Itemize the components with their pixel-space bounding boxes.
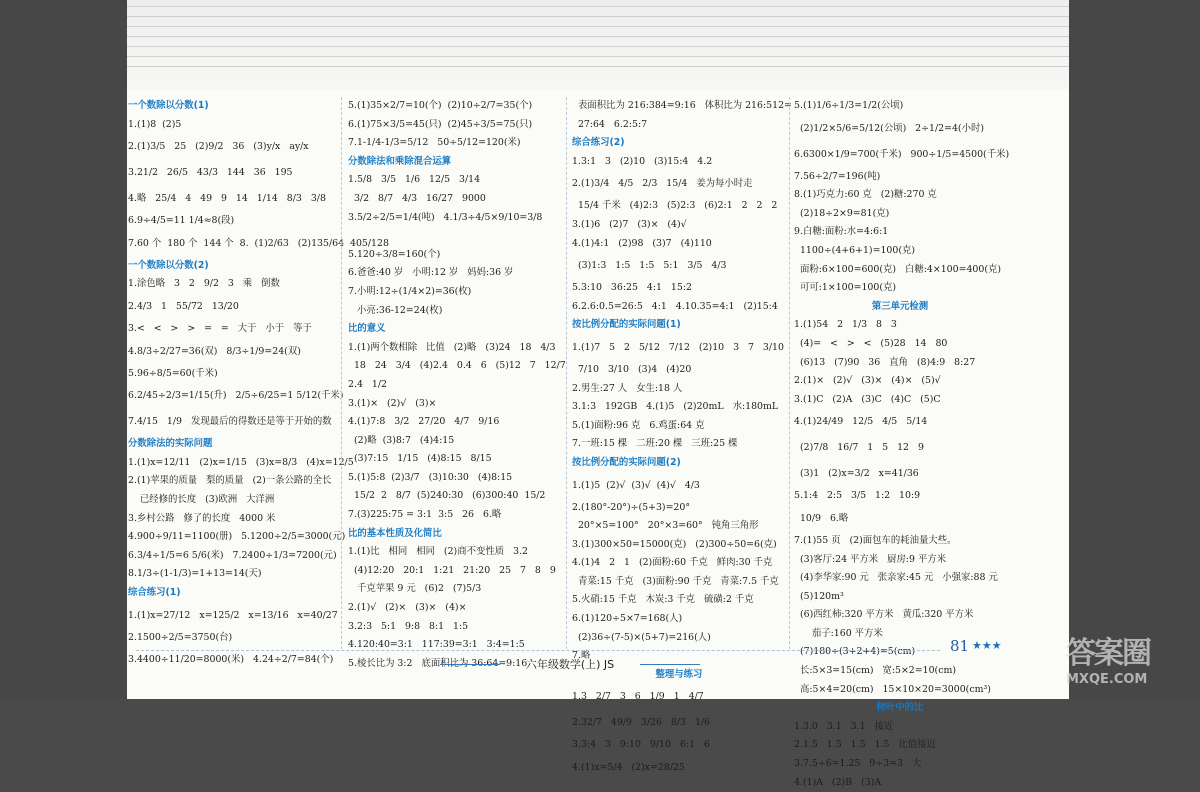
answer-line: 7.(3)225:75 = 3:1 3:5 26 6.略 [348,509,502,521]
answer-line: (3)1:3 1:5 1:5 5:1 3/5 4/3 [572,260,727,272]
answer-line: 1.涂色略 3 2 9/2 3 乘 倒数 [128,278,280,290]
page-top-margin [127,0,1069,90]
answer-line: 小亮:36-12=24(枚) [348,304,443,316]
answer-line: 3.(1)C (2)A (3)C (4)C (5)C [794,393,941,405]
answer-line: 1.(1)7 5 2 5/12 7/12 (2)10 3 7 3/10 [572,341,784,353]
answer-line: 27:64 6.2:5:7 [572,118,648,130]
answer-line: 3.(1)300×50=15000(克) (2)300÷50=6(克) [572,538,777,550]
footer-rule [136,650,940,651]
answer-line: 5.(1)35×2/7=10(个) (2)10÷2/7=35(个) [348,100,533,111]
answer-line: 4.900÷9/11=1100(册) 5.1200÷2/5=3000(元) [128,531,346,543]
watermark-logo-text: 答案圈 [1066,636,1150,671]
answer-line: 4.(1)24/49 12/5 4/5 5/14 [794,416,928,428]
answer-line: 已经修的长度 (3)欧洲 大洋洲 [128,493,275,505]
answer-line: (2)略 (3)8:7 (4)4:15 [348,434,455,446]
binding-stripe [127,16,1069,17]
answer-line: 1.(1)x=27/12 x=125/2 x=13/16 x=40/27 [128,609,338,621]
answer-line: 6.3/4÷1/5=6 5/6(米) 7.2400÷1/3=7200(元) [128,549,337,561]
answer-line: 1.(1)两个数相除 比值 (2)略 (3)24 18 4/3 [348,341,556,353]
answer-line: 5.1:4 2:5 3/5 1:2 10:9 [794,490,921,502]
answer-column-2 [348,97,566,673]
answer-line: 1.3.0 3.1 3.1 接近 [794,720,894,732]
section-heading: 综合练习(1) [128,586,181,598]
footer-line-right [640,664,700,665]
answer-line: 茄子:160 平方米 [794,627,883,639]
section-heading: 整理与练习 [655,668,703,680]
answer-line: 4.(1)7:8 3/2 27/20 4/7 9/16 [348,416,500,428]
answer-line: 2.4 1/2 [348,378,387,390]
answer-line: 8.1/3÷(1-1/3)=1+13=14(天) [128,568,262,580]
answer-line: 7.略 [572,650,591,662]
section-heading: 分数除法和乘除混合运算 [348,155,452,167]
answer-line: 1.(1)8 (2)5 [128,118,182,130]
answer-line: 6.爸爸:40 岁 小明:12 岁 妈妈:36 岁 [348,267,514,279]
answer-line: 4.略 25/4 4 49 9 14 1/14 8/3 3/8 [128,193,326,205]
answer-line: 2.4/3 1 55/72 13/20 [128,300,239,312]
answer-line: 6.(1)120÷5×7=168(人) [572,613,683,625]
answer-line: 青菜:15 千克 (3)面粉:90 千克 青菜:7.5 千克 [572,575,779,587]
answer-line: 10/9 6.略 [794,512,849,524]
answer-line: (4)李华家:90 元 张亲家:45 元 小强家:88 元 [794,572,998,584]
answer-line: 6.9÷4/5=11 1/4≈8(段) [128,215,235,227]
answer-line: 5.(1)面粉:96 克 6.鸡蛋:64 克 [572,419,705,431]
answer-line: 2.(1)× (2)√ (3)× (4)× (5)√ [794,375,941,387]
answer-line: 3.3:4 3 9:10 9/10 6:1 6 [572,739,710,751]
answer-line: (3)1 (2)x=3/2 x=41/36 [794,468,919,480]
answer-line: 7.一班:15 棵 二班:20 棵 三班:25 棵 [572,438,738,450]
answer-line: 15/4 千米 (4)2:3 (5)2:3 (6)2:1 2 2 2 [572,200,778,212]
answer-line: 1.(1)54 2 1/3 8 3 [794,319,897,331]
section-heading: 比的基本性质及化简比 [348,527,442,539]
answer-line: 千克苹果 9 元 (6)2 (7)5/3 [348,583,482,595]
answer-line: 5.96÷8/5=60(千米) [128,367,218,379]
answer-line: (4)12:20 20:1 1:21 21:20 25 7 8 9 [348,564,556,576]
binding-stripe [127,6,1069,7]
column-divider [341,97,342,649]
answer-line: 2.32/7 49/9 3/26 8/3 1/6 [572,717,711,729]
answer-line: 2.(180°-20°)÷(5+3)=20° [572,501,691,513]
answer-line: 3.(1)× (2)√ (3)× [348,397,437,409]
answer-line: 3.1:3 192GB 4.(1)5 (2)20mL 水:180mL [572,401,779,413]
answer-line: 4.(1)A (2)B (3)A [794,776,882,788]
answer-line: 3.2:3 5:1 9:8 8:1 1:5 [348,620,469,632]
binding-stripe [127,66,1069,67]
answer-line: (7)180÷(3+2+4)=5(cm) [794,646,916,658]
answer-line: (2)7/8 16/7 1 5 12 9 [794,442,924,454]
answer-line: 1.3:1 3 (2)10 (3)15:4 4.2 [572,155,713,167]
answer-line: (6)西红柿:320 平方米 黄瓜:320 平方米 [794,609,974,621]
answer-line: 5.火硝:15 千克 木炭:3 千克 硫磺:2 千克 [572,594,754,606]
section-heading: 综合练习(2) [572,137,625,149]
answer-line: 5.(1)5:8 (2)3/7 (3)10:30 (4)8:15 [348,471,513,483]
answer-line: 7.小明:12÷(1/4×2)=36(枚) [348,285,472,297]
answer-line: 2.(1)3/5 25 (2)9/2 36 (3)y/x ay/x [128,141,309,153]
answer-line: 9.白糖:面粉:水=4:6:1 [794,226,889,238]
answer-line: (5)120m³ [794,590,844,602]
binding-stripe [127,56,1069,57]
answer-line: 8.(1)巧克力:60 克 (2)糖:270 克 [794,189,937,201]
answer-line: 2.(1)3/4 4/5 2/3 15/4 姜为每小时走 [572,178,753,190]
site-watermark [1066,628,1196,696]
answer-line: 1.5/8 3/5 1/6 12/5 3/14 [348,174,481,186]
answer-line: 3.乡村公路 修了的长度 4000 米 [128,512,276,524]
answer-line: 1.(1)5 (2)√ (3)√ (4)√ 4/3 [572,479,700,491]
answer-line: 7/10 3/10 (3)4 (4)20 [572,363,692,375]
answer-line: 1.(1)x=12/11 (2)x=1/15 (3)x=8/3 (4)x=12/5 [128,456,354,468]
answer-line: 18 24 3/4 (4)2.4 0.4 6 (5)12 7 12/7 [348,360,566,372]
answer-line: 4.(1)4 2 1 (2)面粉:60 千克 鲜肉:30 千克 [572,557,773,569]
answer-line: 3.21/2 26/5 43/3 144 36 195 [128,167,293,179]
answer-line: 2.(1)苹果的质量 梨的质量 (2)一条公路的全长 [128,475,332,487]
answer-line: 20°×5=100° 20°×3=60° 钝角三角形 [572,520,759,532]
answer-line: 2.(1)√ (2)× (3)× (4)× [348,602,467,614]
footer-book-title [440,656,700,672]
answer-line: 4.8/3÷2/27=36(双) 8/3÷1/9=24(双) [128,345,301,357]
binding-stripe [127,26,1069,27]
answer-line: 4.120:40=3:1 117:39=3:1 3:4=1:5 [348,639,525,651]
answer-line: 1.3 2/7 3 6 1/9 1 4/7 [572,691,704,703]
answer-line [348,227,558,246]
answer-line: 6.(1)75×3/5=45(只) (2)45÷3/5=75(只) [348,118,533,130]
answer-line: 可可:1×100=100(克) [794,282,897,294]
answer-line: 4.(1)4:1 (2)98 (3)7 (4)110 [572,237,712,249]
answer-line: 6.2/45÷2/3=1/15(升) 2/5÷6/25=1 5/12(千米) [128,390,344,402]
answer-line: 7.(1)55 页 (2)面包车的耗油量大些。 [794,534,957,546]
answer-line: 15/2 2 8/7 (5)240:30 (6)300:40 15/2 [348,490,546,502]
answer-line: 3.4400÷11/20=8000(米) 4.24÷2/7=84(个) [128,654,334,666]
binding-stripe [127,36,1069,37]
answer-line: 1.(1)比 相同 相同 (2)商不变性质 3.2 [348,546,528,558]
column-divider [789,97,790,649]
page-number: 81 [950,637,970,655]
footer-line-left [440,664,500,665]
answer-line: 2.1.5 1.5 1.5 1.5 比值接近 [794,739,936,751]
section-heading: 第三单元检测 [871,300,929,312]
answer-line: (3)客厅:24 平方米 厨房:9 平方米 [794,553,947,565]
answer-line: 2.1500÷2/5=3750(台) [128,631,233,643]
answer-line: 5.(1)1/6÷1/3=1/2(公顷) [794,100,904,111]
answer-line: 1100÷(4+6+1)=100(克) [794,244,916,256]
section-heading: 分数除法的实际问题 [128,438,213,450]
answer-line: 6.2.6:0.5=26:5 4:1 4.10.35=4:1 (2)15:4 [572,300,778,312]
answer-line: 7.56÷2/7=196(吨) [794,170,881,182]
answer-line: (3)7:15 1/15 (4)8:15 8/15 [348,453,492,465]
answer-line: 7.1-1/4-1/3=5/12 50÷5/12=120(米) [348,137,521,149]
answer-line: (2)18÷2×9=81(克) [794,207,890,219]
section-heading: 一个数除以分数(2) [128,259,209,271]
section-heading: 树叶中的比 [876,702,924,714]
answer-line: (4)= < > < (5)28 14 80 [794,337,948,349]
answer-line: 3.(1)6 (2)7 (3)× (4)√ [572,218,687,230]
answer-line: 4.(1)x=5/4 (2)x=28/25 [572,762,685,774]
answer-line: 3.5/2÷2/5=1/4(吨) 4.1/3÷4/5×9/10=3/8 [348,211,543,223]
answer-line: 高:5×4=20(cm) 15×10×20=3000(cm³) [794,683,991,695]
difficulty-stars: ★★★ [972,639,1002,652]
answer-line: 面粉:6×100=600(克) 白糖:4×100=400(克) [794,263,1002,275]
column-divider [566,97,567,649]
answer-line: 2.男生:27 人 女生:18 人 [572,382,683,394]
answer-column-3 [572,97,792,781]
answer-line: 7.60 个 180 个 144 个 8. (1)2/63 (2)135/64 405/128 [128,237,389,249]
answer-line: (2)36÷(7-5)×(5+7)=216(人) [572,631,711,643]
section-heading: 按比例分配的实际问题(1) [572,319,681,331]
answer-line: 3.< < > > = = 大于 小于 等于 [128,322,312,334]
answer-line: 3.7.5÷6=1.25 9÷3=3 大 [794,758,922,770]
answer-line: 5.120÷3/8=160(个) [348,248,441,260]
binding-stripe [127,46,1069,47]
answer-line: 5.棱长比为 3:2 底面积比为 36:64=9:16 [348,657,528,669]
answer-column-4 [794,97,1010,792]
answer-line: 表面积比为 216:384=9:16 体积比为 216:512= [572,100,792,111]
answer-line: 长:5×3=15(cm) 宽:5×2=10(cm) [794,665,957,677]
section-heading: 一个数除以分数(1) [128,100,209,111]
section-heading: 比的意义 [348,323,386,335]
answer-line: 5.3:10 36:25 4:1 15:2 [572,282,692,294]
answer-line: 3/2 8/7 4/3 16/27 9000 [348,192,486,204]
answer-line: 7.4/15 1/9 发现最后的得数还是等于开始的数 [128,416,332,428]
section-heading: 按比例分配的实际问题(2) [572,456,681,468]
answer-line: (2)1/2×5/6=5/12(公顷) 2÷1/2=4(小时) [794,122,984,134]
answer-line: 6.6300×1/9=700(千米) 900÷1/5=4500(千米) [794,148,1010,160]
answer-line: (6)13 (7)90 36 直角 (8)4:9 8:27 [794,356,976,368]
book-title-text: 六年级数学(上) JS [525,658,615,671]
watermark-url: MXQE.COM [1066,672,1148,687]
